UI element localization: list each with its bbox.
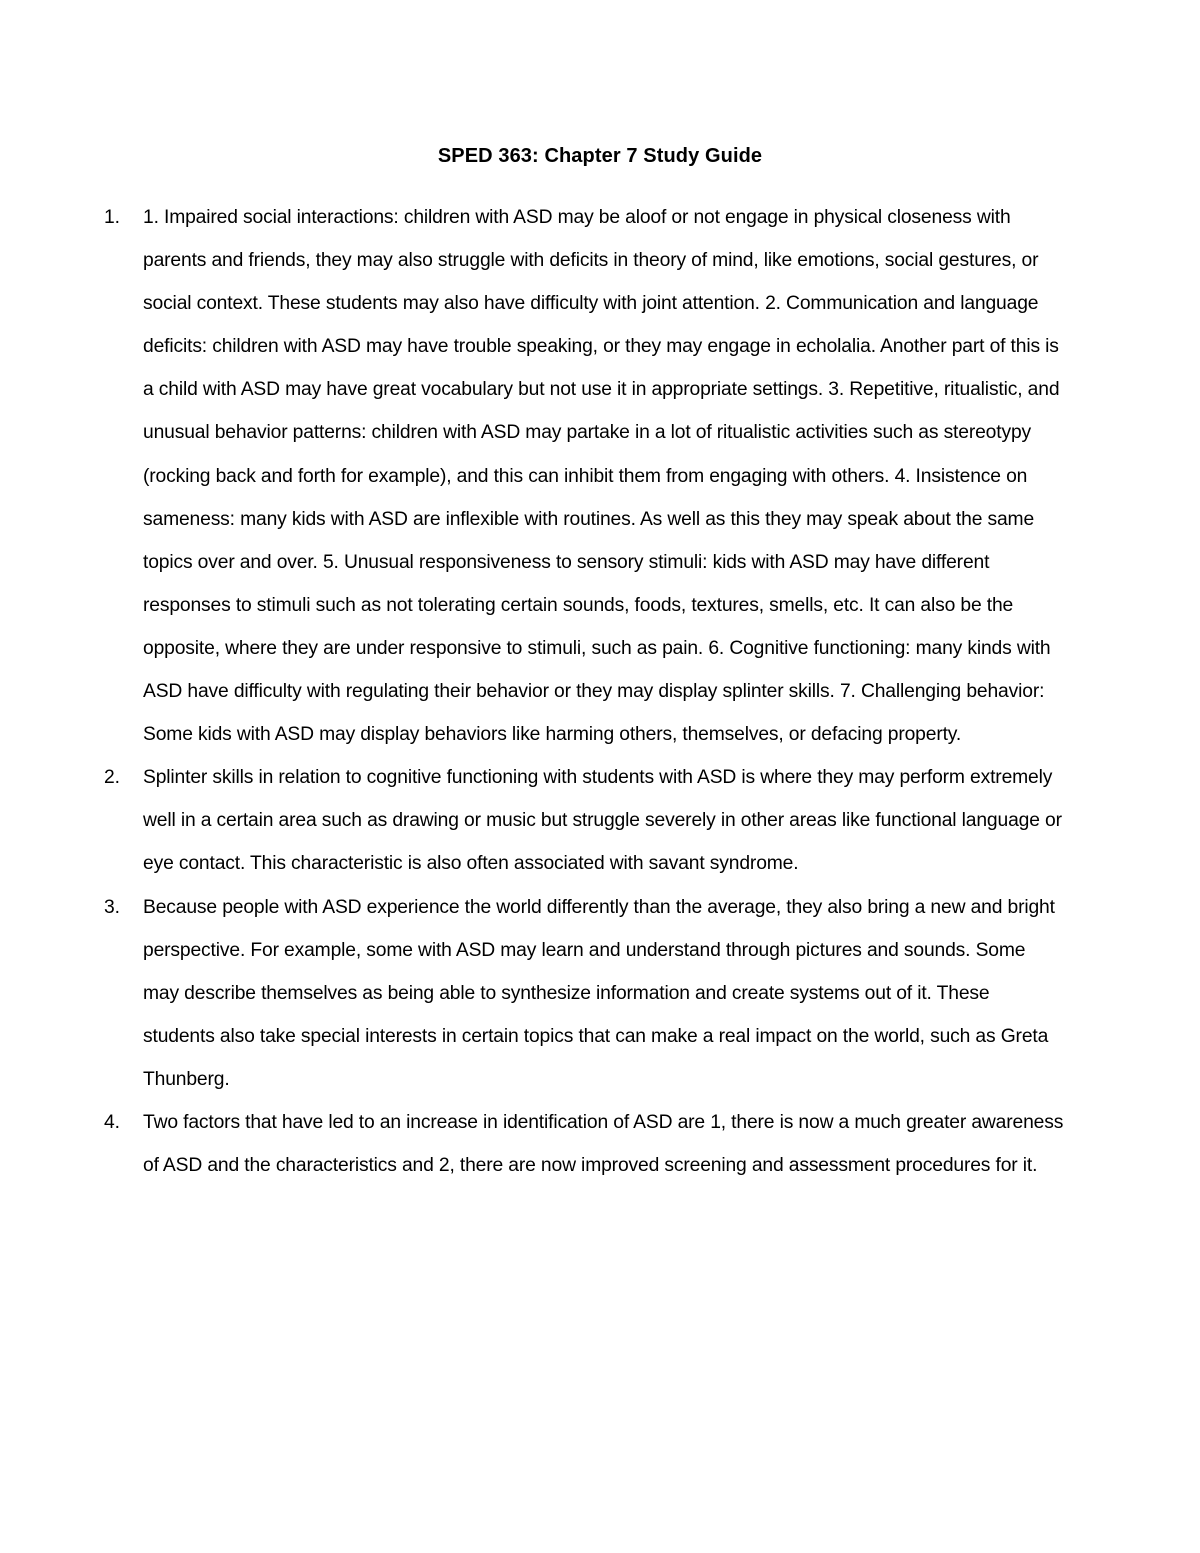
list-item-text: Two factors that have led to an increase in identification of ASD are 1, there is now a much greater awareness of ASD and the characteristics and 2, there are now improved screening and assessment procedures for it. [143, 1111, 1064, 1177]
list-item-number: 3. [104, 896, 120, 918]
list-item [104, 196, 1064, 756]
list-item-text: Because people with ASD experience the world differently than the average, they also bring a new and bright perspective. For example, some with ASD may learn and understand through pictures and sounds. Some may describe themselves as being able to synthesize information and create systems out of it. These students also take special interests in certain topics that can make a real impact on the world, such as Greta Thunberg. [143, 896, 1055, 1090]
list-item-number: 1. [104, 207, 120, 228]
list-item-number: 4. [104, 1111, 120, 1133]
numbered-list [104, 196, 1064, 1187]
list-item-text: 1. Impaired social interactions: children with ASD may be aloof or not engage in physical closeness with parents and friends, they may also struggle with deficits in theory of mind, like emotions, social gestures, or social context. These students may also have difficulty with joint attention. 2. Communication and language deficits: children with ASD may have trouble speaking, or they may engage in echolalia. Another part of this is a child with ASD may have great vocabulary but not use it in appropriate settings. 3. Repetitive, ritualistic, and unusual behavior patterns: children with ASD may partake in a lot of ritualistic activities such as stereotypy (rocking back and forth for example), and this can inhibit them from engaging with others. 4. Insistence on sameness: many kids with ASD are inflexible with routines. As well as this they may speak about the same topics over and over. 5. Unusual responsiveness to sensory stimuli: kids with ASD may have different responses to stimuli such as not tolerating certain sounds, foods, textures, smells, etc. It can also be the opposite, where they are under responsive to stimuli, such as pain. 6. Cognitive functioning: many kinds with ASD have difficulty with regulating their behavior or they may display splinter skills. 7. Challenging behavior: Some kids with ASD may display behaviors like harming others, themselves, or defacing property. [143, 207, 1060, 746]
list-item [104, 886, 1064, 1101]
page-title: SPED 363: Chapter 7 Study Guide [437, 145, 763, 167]
list-item-text: Splinter skills in relation to cognitive functioning with students with ASD is where they may perform extremely well in a certain area such as drawing or music but struggle severely in other areas like functional language or eye contact. This characteristic is also often associated with savant syndrome. [143, 767, 1062, 875]
list-item-number: 2. [104, 767, 120, 789]
list-item [104, 1101, 1064, 1187]
list-item [104, 756, 1064, 885]
